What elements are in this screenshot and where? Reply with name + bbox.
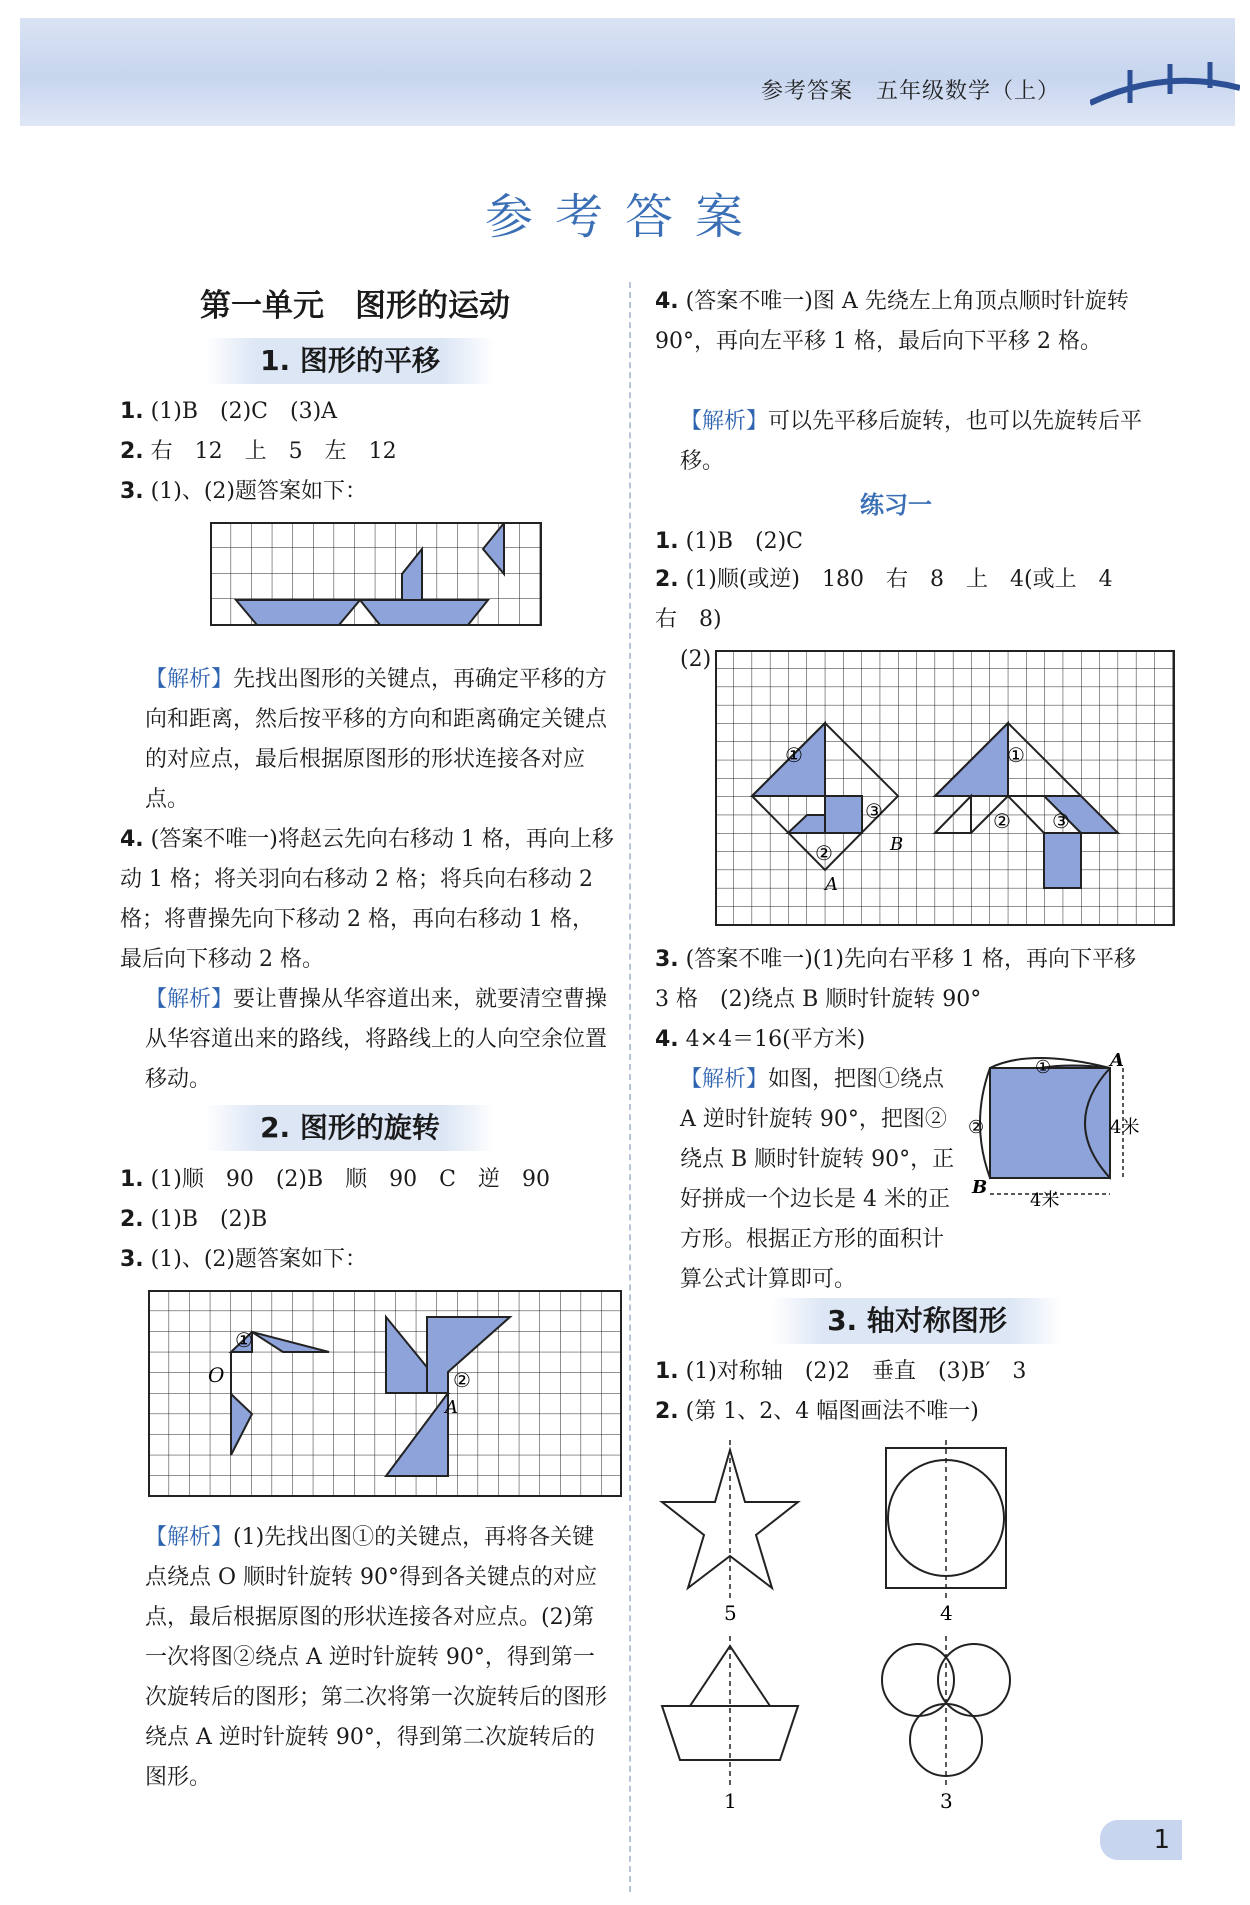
- svg-text:O: O: [208, 1363, 225, 1387]
- s2-q1: 1. (1)顺 90 (2)B 顺 90 C 逆 90: [120, 1167, 550, 1192]
- symmetry-figures: [650, 1440, 1030, 1820]
- svg-text:B: B: [972, 1177, 988, 1198]
- svg-text:A: A: [1110, 1050, 1124, 1071]
- svg-text:③: ③: [865, 799, 883, 823]
- svg-text:②: ②: [993, 809, 1011, 833]
- column-divider: [629, 282, 631, 1892]
- page-number: 1: [1100, 1820, 1182, 1860]
- section-title-symmetry: 3. 轴对称图形: [772, 1298, 1062, 1344]
- practice-grid-figure: [715, 650, 1177, 928]
- svg-text:3: 3: [940, 1789, 953, 1813]
- svg-text:A: A: [445, 1397, 458, 1418]
- svg-text:A: A: [825, 874, 838, 895]
- s2-q3: 3. (1)、(2)题答案如下：: [120, 1247, 367, 1272]
- svg-text:1: 1: [724, 1789, 737, 1813]
- svg-text:B: B: [890, 834, 904, 855]
- svg-text:4米: 4米: [1110, 1117, 1140, 1138]
- s1-jiexi: 【解析】先找出图形的关键点，再确定平移的方向和距离，然后按平移的方向和距离确定关键点的对应点，最后根据原图形的形状连接各对应点。: [145, 667, 608, 812]
- svg-text:4: 4: [940, 1601, 953, 1625]
- svg-text:①: ①: [235, 1328, 253, 1352]
- bridge-icon: [1090, 58, 1240, 118]
- svg-text:②: ②: [815, 841, 833, 865]
- s3-q2: 2. (第 1、2、4 幅图画法不唯一): [655, 1399, 979, 1424]
- right-q4: 4. (答案不唯一)图 A 先绕左上角顶点顺时针旋转 90°，再向左平移 1 格，最后向下平移 2 格。: [655, 289, 1129, 354]
- header-text: 参考答案 五年级数学（上）: [760, 79, 1060, 104]
- s2-jiexi: 【解析】(1)先找出图①的关键点，再将各关键点绕点 O 顺时针旋转 90°得到各关键点的对应点，最后根据原图的形状连接各对应点。(2)第一次将图②绕点 A 逆时针旋转 90°，得到第一次旋转后的图形；第二次将第一次旋转后的图形绕点 A 逆时针旋转 90°，得到第二次旋转后的图形。: [145, 1525, 608, 1790]
- translation-grid-figure: [210, 522, 542, 627]
- practice-q4-jiexi: 【解析】如图，把图①绕点 A 逆时针旋转 90°，把图②绕点 B 顺时针旋转 90°，正好拼成一个边长是 4 米的正方形。根据正方形的面积计算公式计算即可。: [680, 1067, 955, 1292]
- s1-q1: 1. (1)B (2)C (3)A: [120, 399, 338, 424]
- unit-title: 第一单元 图形的运动: [200, 288, 510, 324]
- svg-text:①: ①: [1035, 1057, 1052, 1078]
- svg-text:③: ③: [1052, 809, 1070, 833]
- practice-q2-sub: (2): [680, 647, 712, 672]
- right-q4-jiexi: 【解析】可以先平移后旋转，也可以先旋转后平移。: [680, 409, 1143, 474]
- svg-text:①: ①: [1007, 743, 1025, 767]
- practice-q4: 4. 4×4＝16(平方米): [655, 1027, 866, 1052]
- svg-text:4米: 4米: [1030, 1190, 1060, 1208]
- practice-q1: 1. (1)B (2)C: [655, 529, 803, 554]
- rotation-grid-figure: [148, 1290, 623, 1500]
- s3-q1: 1. (1)对称轴 (2)2 垂直 (3)B′ 3: [655, 1359, 1027, 1384]
- section-title-translation: 1. 图形的平移: [205, 338, 495, 384]
- square-area-figure: [960, 1048, 1150, 1208]
- page-header-band: [20, 18, 1235, 126]
- section-title-rotation: 2. 图形的旋转: [205, 1105, 495, 1151]
- s1-q4: 4. (答案不唯一)将赵云先向右移动 1 格，再向上移动 1 格；将关羽向右移动 2 格；将兵向右移动 2 格；将曹操先向下移动 2 格，再向右移动 1 格，最后向下移动 2 格。: [120, 827, 614, 972]
- practice-q2: 2. (1)顺(或逆) 180 右 8 上 4(或上 4 右 8): [655, 567, 1135, 632]
- s2-q2: 2. (1)B (2)B: [120, 1207, 268, 1232]
- svg-text:②: ②: [453, 1368, 471, 1392]
- s1-jiexi2: 【解析】要让曹操从华容道出来，就要清空曹操从华容道出来的路线，将路线上的人向空余位置移动。: [145, 987, 608, 1092]
- svg-text:①: ①: [785, 743, 803, 767]
- s1-q3: 3. (1)、(2)题答案如下：: [120, 479, 367, 504]
- svg-text:5: 5: [724, 1601, 737, 1625]
- svg-text:②: ②: [968, 1117, 985, 1138]
- practice-title: 练习一: [860, 491, 932, 519]
- practice-q3: 3. (答案不唯一)(1)先向右平移 1 格，再向下平移 3 格 (2)绕点 B 顺时针旋转 90°: [655, 947, 1136, 1012]
- page-title: 参考答案: [484, 189, 765, 245]
- s1-q2: 2. 右 12 上 5 左 12: [120, 439, 397, 464]
